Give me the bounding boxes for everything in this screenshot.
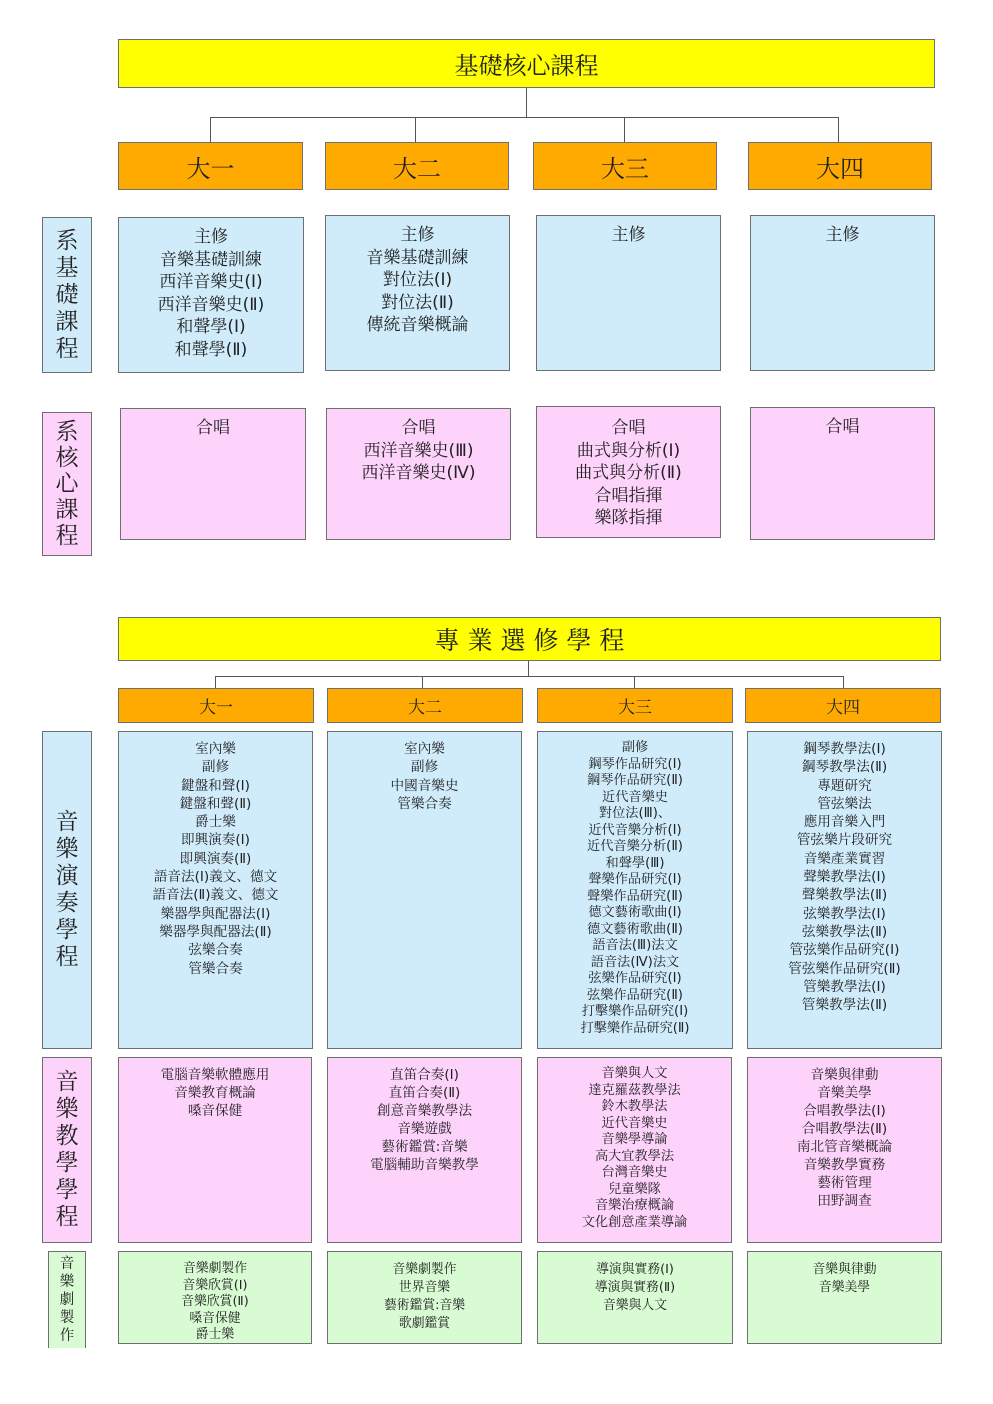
course-item: 音樂與律動 [812, 1262, 877, 1277]
connector-line [210, 117, 211, 143]
core-cell-year4 [750, 407, 935, 540]
course-item: 合唱 [196, 418, 230, 438]
core-cell-year1 [120, 408, 306, 540]
education-cell-year2 [327, 1057, 522, 1243]
course-item: 對位法(Ⅱ) [381, 292, 454, 313]
course-item: 創意音樂教學法 [376, 1103, 473, 1119]
label-char: 系 [55, 419, 79, 445]
course-item: 音樂基礎訓練 [366, 247, 469, 268]
connector-line [210, 117, 839, 118]
course-item: 近代音樂分析(Ⅱ) [587, 839, 683, 854]
year-header-3: 大三 [537, 688, 733, 723]
course-item: 應用音樂入門 [803, 814, 886, 831]
course-item: 鋼琴教學法(Ⅱ) [801, 759, 888, 776]
course-item: 文化創意產業導論 [581, 1214, 688, 1230]
course-item: 西洋音樂史(Ⅳ) [361, 463, 476, 484]
course-item: 曲式與分析(Ⅱ) [575, 463, 682, 484]
label-char: 樂 [55, 836, 79, 862]
theatre-cell-year3 [537, 1251, 733, 1344]
course-item: 和聲學(Ⅰ) [176, 317, 246, 338]
course-item: 專題研究 [817, 777, 872, 794]
course-item: 打擊樂作品研究(Ⅰ) [581, 1004, 689, 1019]
row-label-performance [42, 731, 92, 1049]
course-item: 鋼琴作品研究(Ⅰ) [588, 756, 682, 772]
course-item: 傳統音樂概論 [366, 315, 469, 336]
basic-cell-year2 [325, 215, 510, 371]
course-item: 弦樂教學法(Ⅰ) [803, 905, 886, 922]
label-char: 作 [59, 1328, 75, 1344]
course-item: 電腦音樂軟體應用 [160, 1067, 270, 1083]
course-item: 聲樂作品研究(Ⅰ) [588, 872, 682, 887]
course-item: 對位法(Ⅰ) [382, 270, 453, 291]
course-item: 近代音樂史 [602, 789, 668, 805]
course-item: 德文藝術歌曲(Ⅱ) [587, 921, 683, 937]
course-item: 德文藝術歌曲(Ⅰ) [588, 905, 682, 920]
label-char: 音 [55, 809, 79, 835]
course-item: 音樂基礎訓練 [160, 249, 262, 270]
course-item: 管樂教學法(Ⅰ) [803, 978, 886, 995]
row-label-basic [42, 217, 92, 373]
course-item: 弦樂作品研究(Ⅱ) [587, 987, 683, 1003]
education-cell-year4 [747, 1057, 942, 1243]
course-item: 主修 [611, 225, 646, 245]
theatre-cell-year4 [747, 1251, 942, 1344]
connector-line [624, 117, 625, 143]
course-item: 管樂教學法(Ⅱ) [801, 997, 888, 1014]
course-item: 管弦樂片段研究 [796, 832, 893, 849]
education-cell-year3 [537, 1057, 732, 1243]
course-item: 即興演奏(Ⅱ) [179, 850, 252, 867]
course-item: 中國音樂史 [390, 777, 459, 794]
course-item: 嗓音保健 [187, 1103, 243, 1119]
label-char: 程 [55, 523, 79, 549]
course-item: 合唱教學法(Ⅰ) [803, 1103, 886, 1119]
label-char: 核 [55, 445, 79, 471]
course-item: 西洋音樂史(Ⅲ) [363, 440, 474, 461]
basic-cell-year1 [118, 217, 304, 373]
course-item: 世界音樂 [398, 1280, 451, 1295]
course-item: 曲式與分析(Ⅰ) [576, 440, 681, 461]
connector-line [415, 117, 416, 143]
course-item: 兒童樂隊 [608, 1181, 661, 1197]
course-item: 和聲學(Ⅱ) [174, 339, 248, 360]
label-char: 音 [59, 1256, 75, 1272]
label-char: 心 [55, 471, 79, 497]
course-item: 和聲學(Ⅲ) [605, 855, 665, 871]
course-item: 副修 [621, 740, 649, 755]
label-char: 奏 [55, 890, 79, 916]
label-char: 樂 [55, 1096, 79, 1122]
course-item: 田野調查 [817, 1193, 872, 1209]
row-label-core [42, 412, 92, 556]
course-item: 室內樂 [195, 741, 236, 757]
course-item: 高大宜教學法 [594, 1148, 675, 1164]
course-item: 音樂治療概論 [594, 1198, 675, 1213]
course-item: 管弦樂作品研究(Ⅰ) [789, 942, 900, 959]
course-item: 直笛合奏(Ⅱ) [388, 1085, 461, 1101]
course-item: 藝術管理 [817, 1175, 872, 1191]
course-item: 管弦樂法 [817, 795, 872, 812]
basic-cell-year4 [750, 215, 935, 371]
core-curriculum-title: 基礎核心課程 [118, 39, 935, 88]
year-header-1: 大一 [118, 142, 303, 190]
label-char: 製 [59, 1310, 75, 1326]
course-item: 鋼琴教學法(Ⅰ) [803, 741, 886, 757]
course-item: 近代音樂史 [601, 1115, 668, 1131]
year-header-2: 大二 [325, 142, 509, 190]
course-item: 合唱 [611, 418, 646, 438]
course-item: 西洋音樂史(Ⅰ) [159, 272, 263, 293]
label-char: 基 [55, 254, 79, 281]
year-header-1: 大一 [118, 688, 314, 723]
course-item: 弦樂教學法(Ⅱ) [801, 923, 888, 940]
course-item: 導演與實務(Ⅱ) [594, 1280, 676, 1295]
course-item: 導演與實務(Ⅰ) [596, 1262, 674, 1277]
connector-line [215, 676, 844, 677]
label-char: 系 [55, 227, 79, 254]
course-item: 嗓音保健 [189, 1310, 241, 1326]
course-item: 主修 [194, 227, 228, 247]
label-char: 樂 [59, 1274, 75, 1290]
course-item: 音樂教育概論 [174, 1085, 256, 1101]
year-header-4: 大四 [748, 142, 932, 190]
course-item: 音樂與人文 [601, 1066, 668, 1081]
course-item: 管弦樂作品研究(Ⅱ) [788, 960, 901, 977]
course-item: 主修 [825, 225, 860, 245]
course-item: 電腦輔助音樂教學 [370, 1157, 479, 1173]
course-item: 音樂遊戲 [397, 1121, 452, 1137]
course-item: 樂器學與配器法(Ⅱ) [159, 923, 272, 940]
course-item: 語音法(Ⅲ)法文 [592, 938, 678, 953]
course-item: 音樂學導論 [601, 1132, 668, 1147]
course-item: 爵士樂 [195, 814, 236, 831]
course-item: 鋼琴作品研究(Ⅱ) [587, 773, 683, 788]
row-label-education [42, 1057, 92, 1243]
course-item: 音樂與人文 [603, 1298, 667, 1313]
course-item: 音樂劇製作 [183, 1261, 247, 1276]
course-item: 台灣音樂史 [601, 1165, 668, 1180]
year-header-3: 大三 [533, 142, 717, 190]
label-char: 學 [55, 1177, 79, 1203]
label-char: 程 [55, 944, 79, 970]
course-item: 音樂欣賞(Ⅰ) [182, 1277, 248, 1293]
course-item: 藝術鑑賞:音樂 [383, 1298, 466, 1313]
label-char: 教 [55, 1123, 79, 1149]
label-char: 礎 [55, 281, 79, 308]
course-item: 西洋音樂史(Ⅱ) [157, 294, 265, 315]
label-char: 程 [55, 1204, 79, 1230]
course-item: 爵士樂 [195, 1327, 235, 1342]
course-item: 聲樂作品研究(Ⅱ) [587, 888, 683, 904]
course-item: 鍵盤和聲(Ⅰ) [181, 777, 250, 794]
theatre-cell-year1 [118, 1251, 312, 1344]
course-item: 副修 [201, 759, 230, 776]
connector-line [838, 117, 839, 143]
course-item: 聲樂教學法(Ⅱ) [801, 887, 888, 904]
core-cell-year2 [326, 408, 511, 540]
course-item: 音樂產業實習 [803, 850, 886, 867]
course-item: 副修 [410, 759, 439, 776]
course-item: 合唱 [825, 417, 860, 437]
performance-cell-year4 [747, 731, 942, 1049]
course-item: 管樂合奏 [397, 795, 452, 812]
course-item: 歌劇鑑賞 [398, 1316, 451, 1331]
label-char: 程 [55, 335, 79, 362]
theatre-cell-year2 [327, 1251, 522, 1344]
course-item: 管樂合奏 [188, 960, 243, 977]
course-item: 鈴木教學法 [601, 1099, 668, 1114]
label-char: 演 [55, 863, 79, 889]
label-char: 學 [55, 917, 79, 943]
course-item: 鍵盤和聲(Ⅱ) [179, 795, 252, 812]
performance-cell-year1 [118, 731, 313, 1049]
course-item: 音樂欣賞(Ⅱ) [181, 1294, 249, 1309]
course-item: 主修 [400, 225, 435, 245]
basic-cell-year3 [536, 215, 721, 371]
course-item: 打擊樂作品研究(Ⅱ) [580, 1020, 690, 1036]
course-item: 語音法(Ⅱ)義文、德文 [152, 887, 279, 904]
course-item: 近代音樂分析(Ⅰ) [588, 822, 682, 838]
course-item: 音樂美學 [817, 1085, 872, 1101]
course-item: 室內樂 [404, 741, 445, 757]
course-item: 聲樂教學法(Ⅰ) [803, 869, 886, 886]
label-char: 學 [55, 1150, 79, 1176]
label-char: 音 [55, 1069, 79, 1095]
connector-line [528, 661, 529, 677]
course-item: 合唱教學法(Ⅱ) [801, 1121, 888, 1137]
course-item: 弦樂作品研究(Ⅰ) [588, 971, 682, 986]
course-item: 語音法(Ⅰ)義文、德文 [153, 869, 278, 886]
course-item: 藝術鑑賞:音樂 [381, 1139, 468, 1155]
course-item: 音樂劇製作 [392, 1262, 457, 1277]
course-item: 樂隊指揮 [594, 508, 663, 529]
course-item: 合唱指揮 [594, 485, 663, 506]
course-item: 音樂與律動 [810, 1067, 879, 1083]
course-item: 對位法(Ⅲ)、 [598, 806, 672, 821]
year-header-4: 大四 [745, 688, 941, 723]
course-item: 即興演奏(Ⅰ) [181, 832, 250, 849]
performance-cell-year3 [537, 731, 733, 1049]
education-cell-year1 [118, 1057, 312, 1243]
core-cell-year3 [536, 406, 721, 538]
performance-cell-year2 [327, 731, 522, 1049]
row-label-theatre [48, 1251, 86, 1348]
course-item: 音樂教學實務 [803, 1157, 886, 1173]
course-item: 直笛合奏(Ⅰ) [390, 1067, 459, 1083]
course-item: 音樂美學 [818, 1280, 871, 1295]
course-item: 南北管音樂概論 [796, 1139, 893, 1155]
connector-line [526, 88, 527, 118]
label-char: 課 [55, 308, 79, 335]
year-header-2: 大二 [327, 688, 523, 723]
course-item: 樂器學與配器法(Ⅰ) [160, 905, 271, 922]
label-char: 課 [55, 497, 79, 523]
course-item: 達克羅茲教學法 [588, 1082, 681, 1098]
course-item: 合唱 [401, 418, 436, 438]
elective-program-title: 專 業 選 修 學 程 [118, 617, 941, 661]
course-item: 弦樂合奏 [188, 942, 243, 959]
label-char: 劇 [59, 1292, 75, 1308]
course-item: 語音法(Ⅳ)法文 [590, 954, 680, 970]
